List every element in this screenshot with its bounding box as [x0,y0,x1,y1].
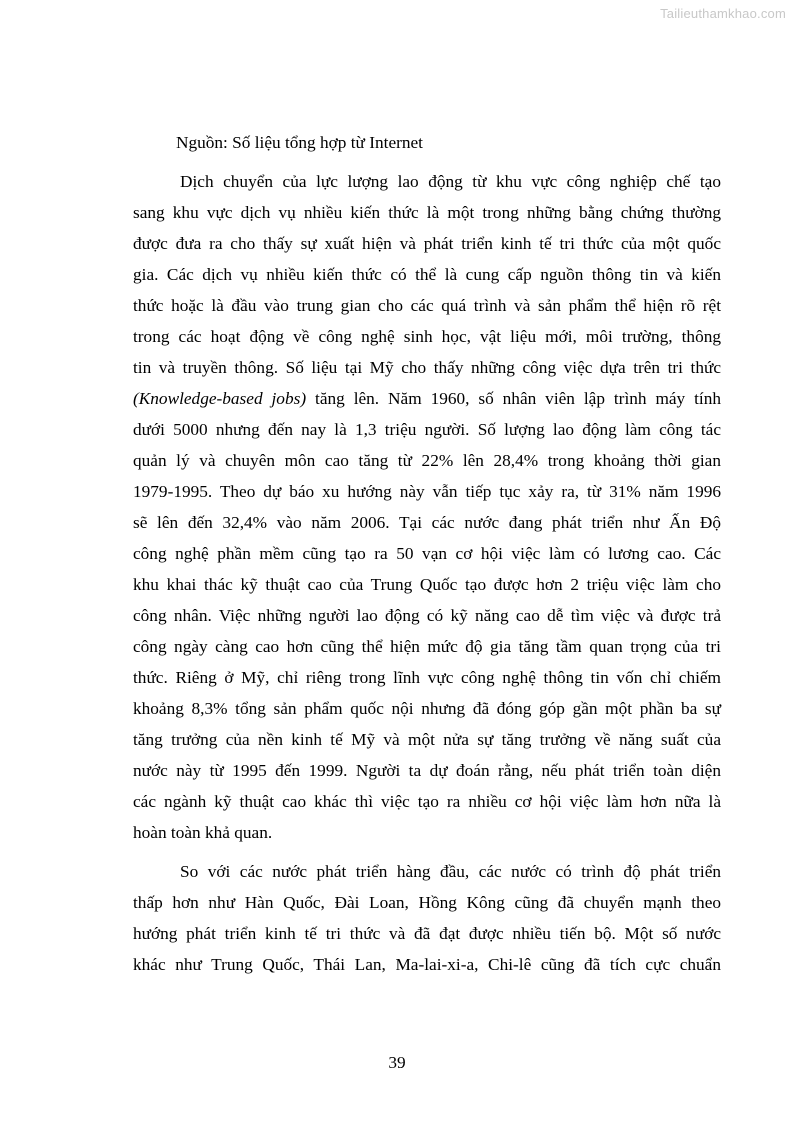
text-line: khác như Trung Quốc, Thái Lan, Ma-lai-xi-a, Chi-lê cũng đã tích cực chuẩn [133,955,721,974]
text-line: So với các nước phát triển hàng đầu, các nước có trình độ phát triển [180,862,721,881]
text-line: công ngày càng cao hơn cũng thể hiện mức độ gia tăng tầm quan trọng của tri [133,637,721,656]
text-line: dưới 5000 nhưng đến nay là 1,3 triệu người. Số lượng lao động làm công tác [133,420,721,439]
text-line: sang khu vực dịch vụ nhiều kiến thức là một trong những bằng chứng thường [133,203,721,222]
text-line: Dịch chuyển của lực lượng lao động từ khu vực công nghiệp chế tạo [180,172,721,191]
text-line: sẽ lên đến 32,4% vào năm 2006. Tại các nước đang phát triển như Ấn Độ [133,513,721,532]
text-line: công nhân. Việc những người lao động có kỹ năng cao dễ tìm việc và được trả [133,606,721,625]
text-line: khu khai thác kỹ thuật cao của Trung Quốc tạo được hơn 2 triệu việc làm cho [133,575,721,594]
text-line: hướng phát triển kinh tế tri thức và đã đạt được nhiều tiến bộ. Một số nước [133,924,721,943]
page-body [133,131,721,980]
text-line: thấp hơn như Hàn Quốc, Đài Loan, Hồng Kông cũng đã chuyển mạnh theo [133,893,721,912]
text-line: 1979-1995. Theo dự báo xu hướng này vẫn tiếp tục xảy ra, từ 31% năm 1996 [133,482,721,501]
text-line [133,383,721,414]
text-line: các ngành kỹ thuật cao khác thì việc tạo ra nhiều cơ hội việc làm hơn nữa là [133,792,721,811]
italic-term: (Knowledge-based jobs) [133,389,307,408]
text-line: quản lý và chuyên môn cao tăng từ 22% lên 28,4% trong khoảng thời gian [133,451,721,470]
text-line: được đưa ra cho thấy sự xuất hiện và phát triển kinh tế tri thức của một quốc [133,234,721,253]
watermark-text: Tailieuthamkhao.com [660,6,786,21]
text-line: tăng trưởng của nền kinh tế Mỹ và một nửa sự tăng trưởng về năng suất của [133,730,721,749]
text-line: trong các hoạt động về công nghệ sinh học, vật liệu mới, môi trường, thông [133,327,721,346]
paragraph-2 [133,856,721,980]
text-line: công nghệ phần mềm cũng tạo ra 50 vạn cơ hội việc làm có lương cao. Các [133,544,721,563]
source-note: Nguồn: Số liệu tổng hợp từ Internet [176,133,423,152]
text-line: thức hoặc là đầu vào trung gian cho các quá trình và sản phẩm thể hiện rõ rệt [133,296,721,315]
text-fragment: tăng lên. Năm 1960, số nhân viên lập trình máy tính [315,389,722,408]
text-line: tin và truyền thông. Số liệu tại Mỹ cho thấy những công việc dựa trên tri thức [133,358,721,377]
text-line: khoảng 8,3% tổng sản phẩm quốc nội nhưng đã đóng góp gần một phần ba sự [133,699,721,718]
text-line: hoàn toàn khả quan. [133,823,273,842]
page-number: 39 [388,1053,406,1072]
text-line: gia. Các dịch vụ nhiều kiến thức có thể là cung cấp nguồn thông tin và kiến [133,265,721,284]
text-line: nước này từ 1995 đến 1999. Người ta dự đoán rằng, nếu phát triển toàn diện [133,761,721,780]
paragraph-1 [133,166,721,848]
text-line: thức. Riêng ở Mỹ, chỉ riêng trong lĩnh vực công nghệ thông tin vốn chỉ chiếm [133,668,721,687]
